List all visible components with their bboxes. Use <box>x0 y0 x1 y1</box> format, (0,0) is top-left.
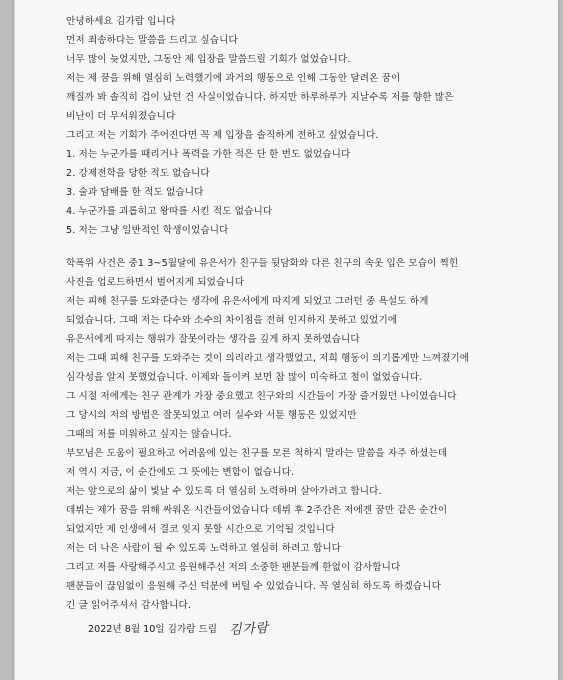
text-line: 학폭위 사건은 중1 3~5월달에 유은서가 친구들 뒷담화와 다른 친구의 속옷 입은 모습이 찍힌 <box>66 258 459 269</box>
list-item: 2. 강제전학을 당한 적도 없습니다 <box>66 168 210 179</box>
text-line: 부모님은 도움이 필요하고 어려움에 있는 친구를 모른 척하지 말라는 말씀을 자주 하셨는데 <box>66 448 448 459</box>
list-item: 5. 저는 그냥 일반적인 학생이었습니다 <box>66 225 229 236</box>
text-line: 그때의 저를 미워하고 싶지는 않습니다. <box>66 429 232 440</box>
paragraph-gap <box>66 240 536 254</box>
text-line: 그 시절 저에게는 친구 관계가 가장 중요했고 친구와의 시간들이 가장 즐거웠던 나이였습니다 <box>66 391 457 402</box>
text-line: 저는 앞으로의 삶이 빛날 수 있도록 더 열심히 노력하며 살아가려고 합니다. <box>66 486 382 497</box>
text-line: 되었습니다. 그때 저는 다수와 소수의 차이점을 전혀 인지하지 못하고 있었기에 <box>66 315 398 326</box>
text-line: 비난이 더 무서워졌습니다 <box>66 111 176 122</box>
text-line: 저는 더 나은 사람이 될 수 있도록 노력하고 열심히 하려고 합니다 <box>66 543 342 554</box>
list-item: 1. 저는 누군가를 때리거나 폭력을 가한 적은 단 한 번도 없었습니다 <box>66 149 351 160</box>
text-line: 유은서에게 따지는 행위가 잘못이라는 생각을 깊게 하지 못하였습니다 <box>66 334 360 345</box>
text-line: 저 역시 지금, 이 순간에도 그 뜻에는 변함이 없습니다. <box>66 467 295 478</box>
text-line: 저는 제 꿈을 위해 열심히 노력했기에 과거의 행동으로 인해 그동안 달려온 꿈이 <box>66 73 401 84</box>
letter-page <box>14 0 558 680</box>
text-line: 그 당시의 저의 방법은 잘못되었고 여러 실수와 서툰 행동은 있었지만 <box>66 410 357 421</box>
text-line: 사진을 업로드하면서 벌어지게 되었습니다 <box>66 277 245 288</box>
page-edge-line <box>14 0 15 680</box>
text-line: 데뷔는 제가 꿈을 위해 싸워온 시간들이었습니다 데뷔 후 2주간은 저에겐 꿈만 같은 순간이 <box>66 505 448 516</box>
text-line: 저는 피해 친구를 도와준다는 생각에 유은서에게 따지게 되었고 그러던 중 욕설도 하게 <box>66 296 429 307</box>
text-line: 긴 글 읽어주셔서 감사합니다. <box>66 600 192 611</box>
date-line: 2022년 8월 10일 김가람 드림 <box>88 623 218 635</box>
text-line: 심각성을 알지 못했었습니다. 이제와 돌이켜 보면 참 많이 미숙하고 철이 없었습니다. <box>66 372 423 383</box>
text-line: 그리고 저를 사랑해주시고 응원해주신 저의 소중한 팬분들께 한없이 감사합니다 <box>66 562 401 573</box>
text-line: 저는 그때 피해 친구를 도와주는 것이 의리라고 생각했었고, 저희 행동이 의기롭게만 느껴졌기에 <box>66 353 470 364</box>
text-line: 그리고 저는 기회가 주어진다면 꼭 제 입장을 솔직하게 전하고 싶었습니다. <box>66 130 379 141</box>
list-item: 3. 술과 담배를 한 적도 없습니다 <box>66 187 204 198</box>
text-line: 되었지만 제 인생에서 결코 잊지 못할 시간으로 기억될 것입니다 <box>66 524 335 535</box>
handwritten-signature: 김가람 <box>228 620 270 639</box>
text-line: 안녕하세요 김가람 입니다 <box>66 16 176 27</box>
letter-body <box>66 12 536 615</box>
text-line: 팬분들이 끊임없이 응원해 주신 덕분에 버틸 수 있었습니다. 꼭 열심히 하도록 하겠습니다 <box>66 581 442 592</box>
signature-row <box>88 618 269 637</box>
list-item: 4. 누군가를 괴롭히고 왕따를 시킨 적도 없습니다 <box>66 206 273 217</box>
text-line: 먼저 죄송하다는 말씀을 드리고 싶습니다 <box>66 35 238 46</box>
text-line: 너무 많이 늦었지만, 그동안 제 입장을 말씀드릴 기회가 없었습니다. <box>66 54 351 65</box>
text-line: 깨질까 봐 솔직히 겁이 났던 건 사실이었습니다. 하지만 하루하루가 지날수록 저를 향한 많은 <box>66 92 454 103</box>
